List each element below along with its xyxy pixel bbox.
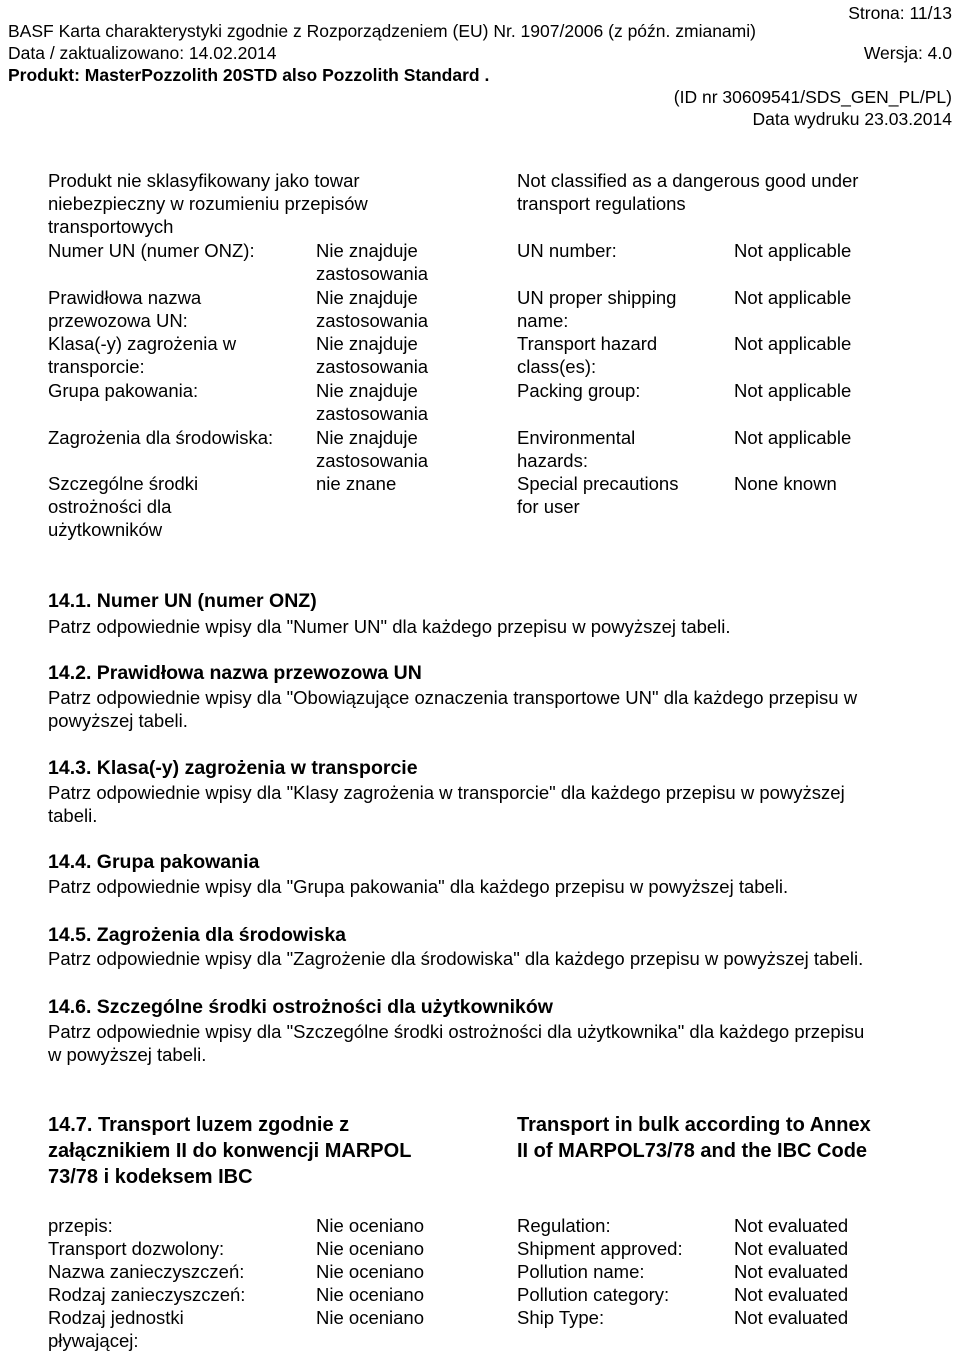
label-line: Environmental: [517, 427, 636, 448]
label-line: Rodzaj jednostki: [48, 1307, 184, 1328]
section-body: [48, 615, 731, 638]
label-line: UN proper shipping: [517, 287, 677, 308]
row-pl-value: [316, 426, 428, 472]
title-line: załącznikiem II do konwencji MARPOL: [48, 1140, 412, 1162]
value-line: Nie znajduje: [316, 240, 418, 261]
section-body: [48, 875, 788, 898]
label-line: ostrożności dla: [48, 496, 172, 518]
title-line: 73/78 i kodeksem IBC: [48, 1166, 253, 1188]
row-pl-value: [316, 286, 428, 332]
body-line: Patrz odpowiednie wpisy dla "Szczególne środki ostrożności dla użytkownika" dla każdego przepisu: [48, 1021, 865, 1042]
bulk-en-value: Not evaluated: [734, 1238, 849, 1259]
label-line: Rodzaj zanieczyszczeń:: [48, 1284, 246, 1305]
row-en-label: [517, 286, 676, 332]
product-name: Produkt: MasterPozzolith 20STD also Pozzolith Standard .: [8, 65, 490, 85]
bulk-pl-value: Nie oceniano: [316, 1261, 424, 1282]
value-line: zastosowania: [316, 450, 429, 472]
value-line: nie znane: [316, 473, 397, 494]
row-pl-label: [48, 426, 273, 449]
intro-en-line: transport regulations: [517, 193, 686, 215]
section-title: 14.2. Prawidłowa nazwa przewozowa UN: [48, 662, 422, 684]
body-line: powyższej tabeli.: [48, 710, 188, 732]
bulk-en-value: Not evaluated: [734, 1307, 849, 1328]
row-pl-label: [48, 379, 198, 402]
label-line: Special precautions: [517, 473, 679, 494]
bulk-pl-label: [48, 1260, 244, 1283]
label-line: class(es):: [517, 356, 597, 378]
section-title: 14.6. Szczególne środki ostrożności dla użytkowników: [48, 996, 553, 1018]
bulk-en-label: Pollution name:: [517, 1261, 645, 1282]
title-line: II of MARPOL73/78 and the IBC Code: [517, 1140, 868, 1162]
bulk-pl-label: [48, 1306, 184, 1352]
bulk-en-label: Ship Type:: [517, 1307, 605, 1328]
label-line: Nazwa zanieczyszczeń:: [48, 1261, 245, 1282]
row-pl-value: [316, 239, 428, 285]
value-line: Nie znajduje: [316, 427, 418, 448]
page-number: Strona: 11/13: [848, 3, 952, 23]
bulk-pl-label: [48, 1214, 113, 1237]
row-en-value: None known: [734, 473, 837, 494]
label-line: Prawidłowa nazwa: [48, 287, 202, 308]
bulk-en-value: Not evaluated: [734, 1215, 849, 1236]
bulk-en-value: Not evaluated: [734, 1261, 849, 1282]
bulk-pl-value: Nie oceniano: [316, 1284, 424, 1305]
row-en-value: Not applicable: [734, 380, 852, 401]
label-line: Transport dozwolony:: [48, 1238, 225, 1259]
bulk-en-label: Shipment approved:: [517, 1238, 683, 1259]
row-en-label: [517, 239, 617, 262]
row-pl-label: [48, 239, 255, 262]
intro-pl: [48, 169, 368, 239]
value-line: Nie znajduje: [316, 380, 418, 401]
section-body: [48, 1020, 864, 1066]
bulk-pl-value: Nie oceniano: [316, 1238, 424, 1259]
row-en-label: [517, 379, 640, 402]
bulk-en-value: Not evaluated: [734, 1284, 849, 1305]
label-line: Zagrożenia dla środowiska:: [48, 427, 274, 448]
row-pl-label: [48, 286, 201, 332]
label-line: name:: [517, 310, 569, 332]
bulk-en-label: Pollution category:: [517, 1284, 670, 1305]
row-en-label: [517, 332, 657, 378]
label-line: pływającej:: [48, 1330, 139, 1352]
section-title: 14.3. Klasa(-y) zagrożenia w transporcie: [48, 757, 418, 779]
row-en-label: [517, 426, 635, 472]
body-line: Patrz odpowiednie wpisy dla "Numer UN" dla każdego przepisu w powyższej tabeli.: [48, 616, 731, 637]
label-line: Klasa(-y) zagrożenia w: [48, 333, 237, 354]
label-line: hazards:: [517, 450, 588, 472]
body-line: Patrz odpowiednie wpisy dla "Zagrożenie dla środowiska" dla każdego przepisu w powyższej tabeli.: [48, 948, 864, 969]
bulk-pl-label: [48, 1283, 245, 1306]
body-line: tabeli.: [48, 805, 98, 827]
value-line: zastosowania: [316, 310, 429, 332]
row-en-label: [517, 472, 678, 518]
section-body: [48, 686, 857, 732]
value-line: Nie znajduje: [316, 287, 418, 308]
body-line: Patrz odpowiednie wpisy dla "Klasy zagrożenia w transporcie" dla każdego przepisu w powyższej: [48, 782, 845, 803]
value-line: zastosowania: [316, 403, 429, 425]
row-en-value: Not applicable: [734, 240, 852, 261]
row-en-value: Not applicable: [734, 333, 852, 354]
bulk-en-label: Regulation:: [517, 1215, 611, 1236]
section-title: 14.5. Zagrożenia dla środowiska: [48, 924, 347, 946]
body-line: Patrz odpowiednie wpisy dla "Grupa pakowania" dla każdego przepisu w powyższej tabeli.: [48, 876, 789, 897]
row-pl-value: [316, 472, 396, 495]
body-line: w powyższej tabeli.: [48, 1044, 207, 1066]
label-line: użytkowników: [48, 519, 163, 541]
row-en-value: Not applicable: [734, 427, 852, 448]
row-pl-value: [316, 332, 428, 378]
intro-pl-line: transportowych: [48, 216, 174, 238]
row-pl-label: [48, 472, 198, 542]
title-line: Transport in bulk according to Annex: [517, 1114, 871, 1136]
body-line: Patrz odpowiednie wpisy dla "Obowiązujące oznaczenia transportowe UN" dla każdego przepisu w: [48, 687, 858, 708]
revision-date: Data / zaktualizowano: 14.02.2014: [8, 43, 277, 63]
intro-en: [517, 169, 858, 215]
label-line: for user: [517, 496, 580, 518]
section-title: 14.1. Numer UN (numer ONZ): [48, 590, 317, 612]
label-line: Numer UN (numer ONZ):: [48, 240, 255, 261]
bulk-pl-value: Nie oceniano: [316, 1215, 424, 1236]
bulk-title-en: [517, 1112, 871, 1164]
row-en-value: Not applicable: [734, 287, 852, 308]
bulk-pl-label: [48, 1237, 224, 1260]
value-line: zastosowania: [316, 263, 429, 285]
label-line: przepis:: [48, 1215, 113, 1236]
label-line: transporcie:: [48, 356, 145, 378]
intro-pl-line: Produkt nie sklasyfikowany jako towar: [48, 170, 360, 191]
value-line: zastosowania: [316, 356, 429, 378]
value-line: Nie znajduje: [316, 333, 418, 354]
bulk-pl-value: Nie oceniano: [316, 1307, 424, 1328]
document-id: (ID nr 30609541/SDS_GEN_PL/PL): [673, 87, 952, 107]
label-line: Szczególne środki: [48, 473, 199, 494]
intro-pl-line: niebezpieczny w rozumieniu przepisów: [48, 193, 368, 215]
section-body: [48, 781, 845, 827]
intro-en-line: Not classified as a dangerous good under: [517, 170, 859, 191]
section-title: 14.4. Grupa pakowania: [48, 851, 260, 873]
label-line: Transport hazard: [517, 333, 658, 354]
sds-title-line: BASF Karta charakterystyki zgodnie z Rozporządzeniem (EU) Nr. 1907/2006 (z późn. zmianami): [8, 21, 756, 41]
row-pl-value: [316, 379, 428, 425]
bulk-title-pl: [48, 1112, 411, 1190]
row-pl-label: [48, 332, 236, 378]
label-line: UN number:: [517, 240, 617, 261]
print-date: Data wydruku 23.03.2014: [752, 109, 952, 129]
label-line: przewozowa UN:: [48, 310, 188, 332]
version: Wersja: 4.0: [863, 43, 952, 63]
title-line: 14.7. Transport luzem zgodnie z: [48, 1114, 350, 1136]
label-line: Grupa pakowania:: [48, 380, 199, 401]
label-line: Packing group:: [517, 380, 641, 401]
section-body: [48, 947, 863, 970]
